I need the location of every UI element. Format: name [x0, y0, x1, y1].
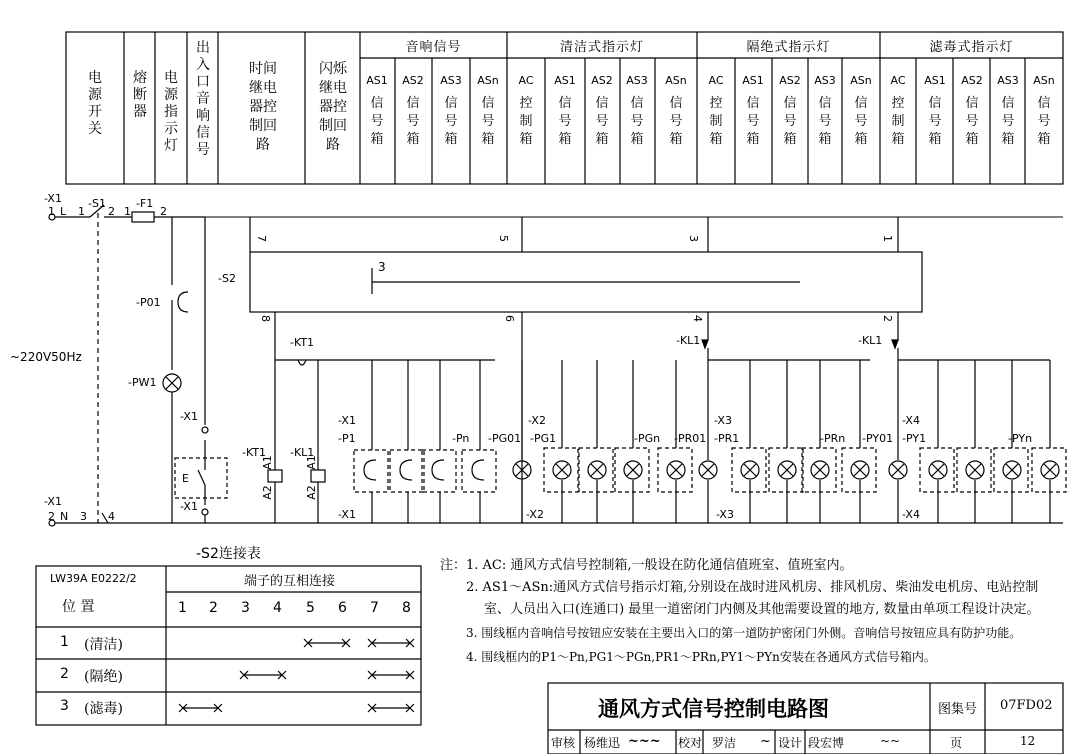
- header-subcol-code: ASn: [850, 74, 872, 87]
- f1-terminal-2: 2: [160, 205, 167, 218]
- s2-position-label: 位 置: [62, 599, 95, 615]
- header-subcol-type: 信号箱: [370, 96, 384, 147]
- lamp-box: [544, 448, 578, 492]
- note-5: 4. 围线框内的P1～Pn,PG1～PGn,PR1～PRn,PY1～PYn安装在各通风方式信号箱内。: [466, 650, 936, 664]
- kl1-contact-label-2: -KL1: [858, 334, 883, 347]
- atlas-number: 07FD02: [1000, 698, 1053, 713]
- header-subcol-code: AS2: [402, 74, 424, 87]
- header-subcol-type: 信号箱: [965, 96, 979, 147]
- pr1-label: -PR1: [714, 432, 740, 445]
- buzzer-box: [462, 450, 496, 492]
- s2-label: -S2: [218, 272, 236, 285]
- header-subcol: [587, 74, 617, 149]
- check-label: 校对: [678, 736, 703, 750]
- header-subcol: [810, 74, 840, 149]
- kl1-coil-label: -KL1: [290, 446, 315, 459]
- lamp-box: [658, 448, 692, 492]
- s1-label: -S1: [88, 197, 106, 210]
- review-label: 审核: [551, 736, 576, 750]
- s2-terminal-number: 5: [306, 600, 315, 616]
- header-subcol-type: 信号箱: [406, 96, 420, 147]
- terminal-2-label: 2: [48, 510, 55, 523]
- header-subcol-code: ASn: [477, 74, 499, 87]
- lamp-box: [802, 448, 836, 492]
- s2-terminal-3: 3: [687, 235, 700, 242]
- header-subcol-type: 信号箱: [746, 96, 760, 147]
- header-subcol-code: AS3: [626, 74, 648, 87]
- p01-label: -P01: [136, 296, 161, 309]
- header-subcol: [1029, 74, 1059, 149]
- checker-name: 罗洁: [712, 736, 737, 750]
- atlas-label: 图集号: [938, 702, 978, 717]
- s2-terminal-number: 4: [273, 600, 282, 616]
- lamp-box: [579, 448, 613, 492]
- buzzer-icon: [364, 460, 376, 480]
- header-subcol-code: AS1: [554, 74, 576, 87]
- s1-terminal-2: 2: [108, 205, 115, 218]
- s2-terminal-header: 端子的互相连接: [244, 574, 336, 589]
- header-subcol-type: 信号箱: [595, 96, 609, 147]
- header-group-1: 清洁式指示灯: [559, 40, 644, 55]
- lamp-box: [732, 448, 766, 492]
- notes-prefix: 注：: [440, 558, 467, 573]
- kl1-a2-label: A2: [304, 485, 318, 500]
- header-subcol: [511, 74, 541, 149]
- kt1-contact-label: -KT1: [290, 336, 315, 349]
- kl1-contact-label-1: -KL1: [676, 334, 701, 347]
- s2-terminal-number: 3: [241, 600, 250, 616]
- s2-row-number: 1: [60, 634, 69, 650]
- line-n-label: N: [60, 510, 69, 523]
- header-subcol: [701, 74, 731, 149]
- header-subcol: [436, 74, 466, 149]
- header-subcol-code: AS3: [814, 74, 836, 87]
- s2-terminal-1: 1: [881, 235, 894, 242]
- py1-label: -PY1: [902, 432, 927, 445]
- pgn-label: -PGn: [634, 432, 661, 445]
- header-group-3: 滤毒式指示灯: [929, 40, 1014, 55]
- reviewer-name: 杨维迅: [584, 736, 621, 750]
- terminal-1-label: 1: [48, 205, 55, 218]
- pyn-label: -PYn: [1008, 432, 1033, 445]
- lamp-box: [769, 448, 803, 492]
- header-subcol: [473, 74, 503, 149]
- header-subcol-type: 信号箱: [854, 96, 868, 147]
- header-subcol: [775, 74, 805, 149]
- header-col-power-switch: 电源开关: [88, 70, 102, 137]
- buzzer-box: [390, 450, 424, 492]
- header-col-flash-relay: 闪烁继电器控制回路: [319, 61, 347, 153]
- header-subcol-code: AC: [890, 74, 906, 87]
- header-subcol: [883, 74, 913, 149]
- lamp-box: [842, 448, 876, 492]
- header-subcol-code: AS3: [997, 74, 1019, 87]
- s2-terminal-4: 4: [691, 315, 704, 322]
- x1-signal-bottom: -X1: [338, 508, 356, 521]
- s2-terminal-8: 8: [259, 315, 272, 322]
- page-number: 12: [1020, 734, 1036, 748]
- buzzer-box: [422, 450, 456, 492]
- note-1: 1. AC: 通风方式信号控制箱,一般设在防化通信值班室、值班室内。: [466, 558, 853, 573]
- buzzer-box: [354, 450, 388, 492]
- header-subcol-type: 信号箱: [630, 96, 644, 147]
- note-2: 2. AS1～ASn:通风方式信号指示灯箱,分别设在战时进风机房、排风机房、柴油发电机房、电站控制: [466, 580, 1039, 595]
- s2-terminal-2: 2: [881, 315, 894, 322]
- s2-terminal-7: 7: [255, 235, 268, 242]
- header-subcol: [362, 74, 392, 149]
- header-col-power-indicator: 电源指示灯: [164, 70, 178, 154]
- s2-table-caption: -S2连接表: [196, 546, 261, 562]
- header-col-fuse: 熔断器: [133, 70, 147, 120]
- header-subcol: [993, 74, 1023, 149]
- lamp-box: [920, 448, 954, 492]
- kt1-a1-label: A1: [260, 455, 274, 470]
- s2-terminal-5: 5: [497, 235, 510, 242]
- header-subcol-type: 信号箱: [783, 96, 797, 147]
- kt1-a2-label: A2: [260, 485, 274, 500]
- buzzer-icon: [400, 460, 412, 480]
- header-subcol-code: ASn: [665, 74, 687, 87]
- header-subcol-code: AS2: [779, 74, 801, 87]
- x1-top-label: -X1: [44, 192, 62, 205]
- header-col-time-relay: 时间继电器控制回路: [249, 61, 277, 153]
- s2-row-number: 2: [60, 666, 69, 682]
- note-3: 室、人员出入口(连通口) 最里一道密闭门内侧及其他需要设置的地方, 数量由单项工程设计决定。: [484, 602, 1040, 617]
- s2-model: LW39A E0222/2: [50, 572, 137, 585]
- header-subcol: [846, 74, 876, 149]
- buzzer-icon: [472, 460, 484, 480]
- x3-label: -X3: [714, 414, 732, 427]
- header-subcol-type: 信号箱: [481, 96, 495, 147]
- reviewer-signature: ~~~: [628, 734, 661, 749]
- note-4: 3. 围线框内音响信号按钮应安装在主要出入口的第一道防护密闭门外侧。音响信号按钮应具有防护功能。: [466, 626, 1022, 640]
- design-label: 设计: [778, 736, 803, 750]
- x2-label: -X2: [528, 414, 546, 427]
- supply-label: ~220V50Hz: [10, 350, 82, 364]
- header-subcol-code: AS1: [366, 74, 388, 87]
- drawing-title: 通风方式信号控制电路图: [598, 696, 829, 721]
- header-subcol-code: AS1: [742, 74, 764, 87]
- s1-terminal-3: 3: [80, 510, 87, 523]
- x1-signal-label: -X1: [338, 414, 356, 427]
- x1-low-label: -X1: [180, 500, 198, 513]
- kt1-coil-label: -KT1: [242, 446, 267, 459]
- s2-terminal-number: 1: [178, 600, 187, 616]
- header-subcol: [661, 74, 691, 149]
- pg01-label: -PG01: [488, 432, 522, 445]
- s2-row-name: (清洁): [84, 637, 123, 653]
- header-group-2: 隔绝式指示灯: [746, 40, 831, 55]
- s2-terminal-number: 8: [402, 600, 411, 616]
- x4-bottom-label: -X4: [902, 508, 920, 521]
- s2-row-name: (隔绝): [84, 669, 123, 685]
- pw1-label: -PW1: [128, 376, 157, 389]
- relay-contacts: [275, 340, 1050, 365]
- line-l-label: L: [60, 205, 67, 218]
- header-subcol: [550, 74, 580, 149]
- header-subcol-type: 信号箱: [558, 96, 572, 147]
- header-subcol: [957, 74, 987, 149]
- header-col-entrance-sound: 出入口音响信号: [196, 40, 210, 158]
- s2-position-3: 3: [378, 260, 386, 274]
- header-subcol-code: AC: [708, 74, 724, 87]
- header-subcol: [622, 74, 652, 149]
- designer-signature: ~~: [880, 734, 901, 748]
- lamp-box: [994, 448, 1028, 492]
- s2-terminal-6: 6: [503, 315, 516, 322]
- header-subcol-type: 信号箱: [444, 96, 458, 147]
- header-group-0: 音响信号: [405, 40, 462, 55]
- f1-label: -F1: [136, 197, 154, 210]
- pn-label: -Pn: [452, 432, 470, 445]
- header-subcol-code: AS2: [961, 74, 983, 87]
- s2-wiring: [250, 217, 898, 523]
- header-subcol-code: AS1: [924, 74, 946, 87]
- s1-terminal-4: 4: [108, 510, 115, 523]
- s2-terminal-number: 2: [209, 600, 218, 616]
- header-subcol-type: 信号箱: [1037, 96, 1051, 147]
- lamp-box: [957, 448, 991, 492]
- buzzer-icon: [432, 460, 444, 480]
- prn-label: -PRn: [820, 432, 846, 445]
- s2-row-number: 3: [60, 698, 69, 714]
- s1-terminal-1: 1: [78, 205, 85, 218]
- py01-label: -PY01: [862, 432, 894, 445]
- header-subcol: [738, 74, 768, 149]
- s2-row-name: (滤毒): [84, 701, 123, 717]
- s2-terminal-number: 6: [338, 600, 347, 616]
- header-subcol: [398, 74, 428, 149]
- page-label: 页: [950, 736, 963, 750]
- kl1-a1-label: A1: [304, 455, 318, 470]
- header-subcol-type: 信号箱: [1001, 96, 1015, 147]
- header-subcol-code: AS3: [440, 74, 462, 87]
- x2-bottom-label: -X2: [526, 508, 544, 521]
- p1-label: -P1: [338, 432, 356, 445]
- pg1-label: -PG1: [530, 432, 557, 445]
- header-subcol-code: AC: [518, 74, 534, 87]
- left-devices: [163, 217, 227, 523]
- header-subcol-type: 信号箱: [818, 96, 832, 147]
- designer-name: 段宏博: [808, 736, 845, 750]
- header-subcol-type: 信号箱: [669, 96, 683, 147]
- x4-label: -X4: [902, 414, 920, 427]
- f1-terminal-1: 1: [124, 205, 131, 218]
- header-subcol-type: 控制箱: [519, 96, 533, 147]
- lamp-box: [615, 448, 649, 492]
- header-subcol-type: 控制箱: [709, 96, 723, 147]
- header-subcol-code: AS2: [591, 74, 613, 87]
- x3-bottom-label: -X3: [716, 508, 734, 521]
- e-label: E: [182, 472, 189, 485]
- s2-terminal-number: 7: [370, 600, 379, 616]
- header-subcol-type: 信号箱: [928, 96, 942, 147]
- x1-bottom-label: -X1: [44, 495, 62, 508]
- header-subcol-code: ASn: [1033, 74, 1055, 87]
- header-subcol-type: 控制箱: [891, 96, 905, 147]
- lamp-box: [1032, 448, 1066, 492]
- header-subcol: [920, 74, 950, 149]
- checker-signature: ~: [760, 734, 771, 749]
- pr01-label: -PR01: [674, 432, 707, 445]
- x1-mid-label: -X1: [180, 410, 198, 423]
